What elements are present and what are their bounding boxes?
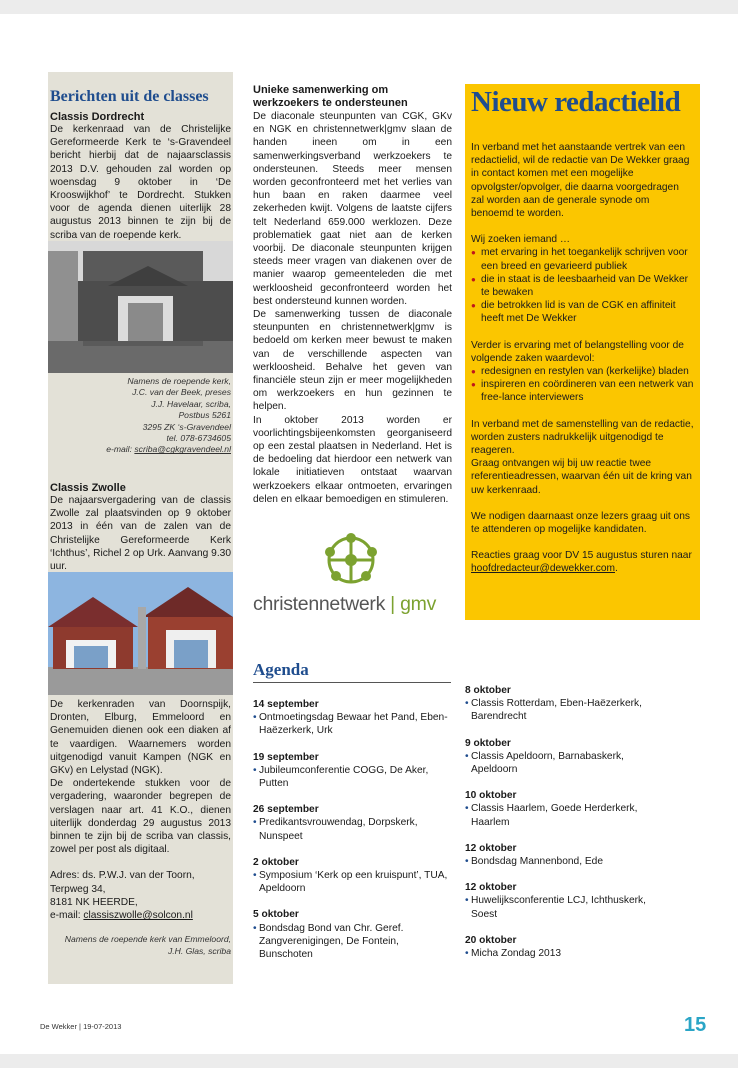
agenda-date: 19 september (253, 751, 319, 763)
hoofdredacteur-email-link[interactable]: hoofdredacteur@dewekker.com (471, 563, 615, 575)
article-werkzoekers (253, 84, 452, 506)
box-reply-text: Reacties graag voor DV 15 augustus sturen naar (471, 550, 692, 562)
zwolle-title: Classis Zwolle (50, 482, 126, 494)
article-paragraph-1: De diaconale steunpunten van CGK, GKv en NGK en christennetwerk|gmv slaan de handen ineen om in een samenwerkingsverband werkzoekers te ondersteunen. Steeds meer mensen worden geconfronteerd met het verlies van hun baan en raken daarmee veel zekerheden kwijt. Volgens de laatste cijfers telt Nederland 659.000 werklozen. Deze problematiek gaat niet aan de kerken voorbij. De diaconale steunpunten krijgen steeds meer vragen van diakenen over de manier waarop gemeenteleden die met werkloosheid geconfronteerd worden het best ondersteund kunnen worden. (253, 111, 452, 307)
sig-email-line (50, 444, 231, 455)
extra-item: ● redesignen en restylen van (kerkelijke) bladen (471, 365, 694, 378)
agenda-date: 2 oktober (253, 856, 299, 868)
zwolle-email-label: e-mail: (50, 910, 84, 922)
agenda-entry (253, 751, 453, 791)
agenda-title: Agenda (253, 660, 309, 679)
box-seek-intro: Wij zoeken iemand … (471, 234, 571, 246)
agenda-date: 20 oktober (465, 934, 517, 946)
extra-item: ● inspireren en coördineren van een netwerk van free-lance interviewers (471, 378, 694, 404)
article-title: Unieke samenwerking om werkzoekers te ondersteunen (253, 84, 408, 109)
agenda-entry (465, 737, 665, 777)
footer-issue: De Wekker | 19-07-2013 (40, 1022, 122, 1031)
agenda-date: 26 september (253, 804, 319, 816)
agenda-date: 14 september (253, 699, 319, 710)
agenda-item: • Huwelijksconferentie LCJ, Ichthuskerk, Soest (465, 894, 665, 920)
logo-gmv: gmv (400, 593, 437, 615)
agenda-entry (253, 698, 453, 738)
agenda-entry (253, 856, 453, 896)
seek-item: ● die betrokken lid is van de CGK en affiniteit heeft met De Wekker (471, 299, 694, 325)
sig-line: J.C. van der Beek, preses (132, 387, 231, 398)
zwolle-body-3: De ondertekende stukken voor de vergadering, waaronder begrepen de verslagen naar art. 41 K.O., dienen uiterlijk donderdag 29 augustus 2013 binnen te zijn bij de scriba van classis, zowel per post als digitaal. (50, 778, 231, 856)
church-photo-zwolle (48, 572, 233, 695)
sig-line: tel. 078-6734605 (166, 433, 231, 444)
zwolle-body-2: De kerkenraden van Doornspijk, Dronten, Elburg, Emmeloord en Genemuiden dienen ook een diaken af te vaardigen. Waarnemers worden uitgenodigd vanuit Kampen (NGK en GKv) en Lelystad (NGK). (50, 699, 231, 777)
agenda-entry (465, 934, 665, 960)
extra-list (471, 365, 694, 405)
sig-line: Namens de roepende kerk, (127, 376, 231, 386)
sig-line: 3295 ZK ‘s-Gravendeel (142, 421, 231, 432)
seek-list (471, 246, 694, 325)
agenda-item: • Ontmoetingsdag Bewaar het Pand, Eben-Haëzerkerk, Urk (253, 711, 453, 737)
agenda-column-1 (253, 698, 453, 961)
dordrecht-body: De kerkenraad van de Christelijke Gereformeerde Kerk te ‘s-Gravendeel bericht hierbij dat de najaarsclassis 2013 D.V. gehouden zal worden op woensdag 9 oktober in ‘De Krooswijkhof’ te Dordrecht. Stukken voor de agenda dienen uiterlijk 28 augustus 2013 binnen te zijn bij de scriba van de roepende kerk. (50, 124, 231, 241)
article-paragraph-2: De samenwerking tussen de diaconale steunpunten en christennetwerk|gmv is bedoeld om kerken meer bewust te maken van de verschillende aspecten van werkloosheid. Behalve het geven van financiële steun zijn er meer mogelijkheden om werkzoekers en hun gezinnen te helpen. (253, 309, 452, 413)
zwolle-sig-2: J.H. Glas, scriba (167, 945, 231, 956)
agenda-date: 12 oktober (465, 882, 517, 894)
agenda-column-2 (465, 684, 665, 960)
classis-zwolle (50, 482, 231, 573)
box-paragraph-4: We nodigen daarnaast onze lezers graag uit ons te attenderen op mogelijke kandidaten. (471, 510, 690, 536)
agenda-date: 9 oktober (465, 737, 511, 749)
agenda-entry (253, 908, 453, 961)
agenda-item: • Classis Apeldoorn, Barnabaskerk, Apeldoorn (465, 750, 665, 776)
zwolle-address-1: Adres: ds. P.W.J. van der Toorn, (50, 870, 195, 882)
agenda-entry (465, 881, 665, 921)
box-reply-end: . (615, 563, 618, 575)
agenda-entry (253, 803, 453, 843)
agenda-item: • Bondsdag Bond van Chr. Geref. Zangverenigingen, De Fontein, Bunschoten (253, 922, 453, 962)
box-title: Nieuw redactielid (471, 86, 681, 118)
agenda-date: 5 oktober (253, 909, 299, 921)
dordrecht-email-link[interactable]: scriba@cgkgravendeel.nl (134, 444, 231, 455)
zwolle-email-link[interactable]: classiszwolle@solcon.nl (83, 910, 193, 922)
agenda-entry (465, 684, 665, 724)
dordrecht-title: Classis Dordrecht (50, 111, 145, 123)
agenda-divider (253, 682, 451, 683)
agenda-item: • Micha Zondag 2013 (465, 947, 665, 960)
agenda-item: • Jubileumconferentie COGG, De Aker, Putten (253, 764, 453, 790)
box-extra-intro: Verder is ervaring met of belangstelling voor de volgende zaken waardevol: (471, 339, 684, 364)
section-title: Berichten uit de classes (50, 88, 209, 105)
logo-word: christennetwerk (253, 593, 386, 615)
agenda-item: • Bondsdag Mannenbond, Ede (465, 855, 665, 868)
sig-line: J.J. Havelaar, scriba, (151, 398, 231, 409)
zwolle-address-2: Terpweg 34, (50, 883, 106, 895)
box-paragraph-2: In verband met de samenstelling van de redactie, worden zusters nadrukkelijk uitgenodigd te reageren. (471, 418, 694, 457)
box-paragraph-1: In verband met het aanstaande vertrek van een redactielid, wil de redactie van De Wekker graag in contact komen met een mogelijke opvolgster/opvolger, die daarna voorgedragen zal worden aan de generale synode om benoemd te worden. (471, 142, 690, 220)
dordrecht-signature (50, 376, 231, 456)
agenda-date: 10 oktober (465, 790, 517, 802)
agenda-entry (465, 789, 665, 829)
zwolle-details (50, 698, 231, 957)
sig-line: Postbus 5261 (178, 410, 231, 421)
seek-item: ● met ervaring in het toegankelijk schrijven voor een breed en gevarieerd publiek (471, 246, 694, 272)
logo-separator: | (385, 593, 401, 615)
box-paragraph-3: Graag ontvangen wij bij uw reactie twee referentieadressen, waarvan één uit de kring van uw kerkenraad. (471, 458, 692, 496)
agenda-item: • Classis Haarlem, Goede Herderkerk, Haarlem (465, 802, 665, 828)
zwolle-sig-1: Namens de roepende kerk van Emmeloord, (64, 934, 231, 945)
christennetwerk-logo (253, 593, 453, 616)
box-paragraph-5 (471, 549, 694, 575)
zwolle-body-1: De najaarsvergadering van de classis Zwolle zal plaatsvinden op 9 oktober 2013 in één van de zalen van de Christelijke Gereformeerde Kerk ‘Ichthus’, Richel 2 op Urk. Aanvang 9.30 uur. (50, 495, 231, 573)
agenda-item: • Classis Rotterdam, Eben-Haëzerkerk, Barendrecht (465, 697, 665, 723)
nieuw-redactielid-box (465, 84, 700, 620)
agenda-item: • Predikantsvrouwendag, Dorpskerk, Nunspeet (253, 816, 453, 842)
article-paragraph-3: In oktober 2013 worden er voorlichtingsbijeenkomsten georganiseerd op een zestal plaatsen in Nederland. Het is de bedoeling dat hierdoor een netwerk van lokale initiatieven ontstaat waarvan werkzoekers elkaar ontmoeten, ervaringen delen en elkaar bemoedigen en stimuleren. (253, 414, 452, 505)
agenda-item: • Symposium ‘Kerk op een kruispunt’, TUA, Apeldoorn (253, 869, 453, 895)
classis-dordrecht (50, 111, 231, 242)
zwolle-address-3: 8181 NK HEERDE, (50, 896, 138, 908)
page-number: 15 (684, 1014, 707, 1036)
church-photo-dordrecht (48, 241, 233, 373)
seek-item: ● die in staat is de leesbaarheid van De Wekker te bewaken (471, 273, 694, 299)
agenda-date: 8 oktober (465, 685, 511, 696)
zwolle-email-line (50, 909, 231, 922)
agenda-entry (465, 842, 665, 868)
agenda-date: 12 oktober (465, 842, 517, 854)
sig-email-label: e-mail: (106, 444, 135, 455)
